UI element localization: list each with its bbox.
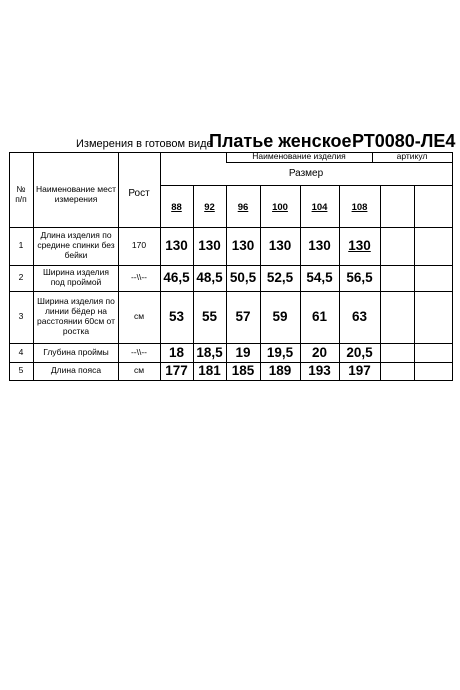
row-value: 63 <box>351 309 368 325</box>
row-value: 48,5 <box>196 270 223 286</box>
row-value: 52,5 <box>266 270 294 286</box>
row-value: 56,5 <box>346 270 373 286</box>
row-value: 197 <box>348 363 371 379</box>
row-number: 1 <box>18 240 24 251</box>
size-header: 104 <box>311 202 328 213</box>
row-rost: --\\-- <box>130 346 148 357</box>
row-value: 46,5 <box>163 270 190 286</box>
size-header: 92 <box>204 202 215 213</box>
row-value: 130 <box>348 238 371 254</box>
row-value: 181 <box>198 363 221 379</box>
row-number: 5 <box>18 365 24 376</box>
row-value: 59 <box>272 309 288 325</box>
row-value: 50,5 <box>229 270 257 286</box>
product-title: Платье женское <box>209 131 352 151</box>
col-header-num: № п/п <box>15 183 27 204</box>
size-header: 108 <box>351 202 368 213</box>
row-value: 189 <box>268 363 292 379</box>
table-rule <box>414 185 415 381</box>
col-header-name: Наименование мест измерения <box>36 183 116 204</box>
row-value: 193 <box>308 363 331 379</box>
row-value: 53 <box>168 309 185 325</box>
row-value: 61 <box>311 309 328 325</box>
row-value: 54,5 <box>306 270 333 286</box>
subtitle: Измерения в готовом виде <box>76 138 213 150</box>
size-header: 100 <box>272 202 288 213</box>
row-value: 18 <box>168 344 185 360</box>
col-header-product-name: Наименование изделия <box>252 151 346 162</box>
row-value: 130 <box>165 238 188 254</box>
row-value: 177 <box>165 363 188 379</box>
row-value: 20,5 <box>346 344 373 360</box>
col-header-rost: Рост <box>128 188 150 199</box>
row-rule-6 <box>9 380 453 381</box>
row-rost: 170 <box>131 240 147 251</box>
row-value: 130 <box>198 238 221 254</box>
col-header-artikul: артикул <box>396 151 428 162</box>
row-measure-name: Длина пояса <box>50 365 102 376</box>
row-value: 185 <box>231 363 255 379</box>
row-number: 2 <box>18 272 24 283</box>
row-measure-name: Ширина изделия по линии бёдер на расстоянии 60см от ростка <box>37 296 115 336</box>
row-value: 19,5 <box>266 344 294 360</box>
row-value: 130 <box>268 238 292 254</box>
table-right-rule <box>452 152 453 381</box>
row-value: 57 <box>235 309 251 325</box>
row-number: 4 <box>18 346 24 357</box>
size-header: 88 <box>171 202 182 213</box>
row-value: 130 <box>308 238 331 254</box>
table-rule <box>380 185 381 381</box>
row-measure-name: Глубина проймы <box>43 346 109 357</box>
row-value: 130 <box>231 238 255 254</box>
col-header-razmer: Размер <box>288 167 324 179</box>
row-rost: --\\-- <box>130 272 148 283</box>
article-code: РТ0080-ЛЕ4 <box>352 131 456 151</box>
row-value: 20 <box>311 344 328 360</box>
row-rost: см <box>133 365 145 376</box>
size-header: 96 <box>237 202 249 213</box>
row-measure-name: Длина изделия по средине спинки без бейки <box>37 230 115 260</box>
row-value: 55 <box>201 309 218 325</box>
row-value: 18,5 <box>196 344 223 360</box>
row-measure-name: Ширина изделия под проймой <box>43 267 109 287</box>
row-rost: см <box>133 311 145 322</box>
row-value: 19 <box>235 344 251 360</box>
table-rule <box>33 152 34 381</box>
row-number: 3 <box>18 311 24 322</box>
